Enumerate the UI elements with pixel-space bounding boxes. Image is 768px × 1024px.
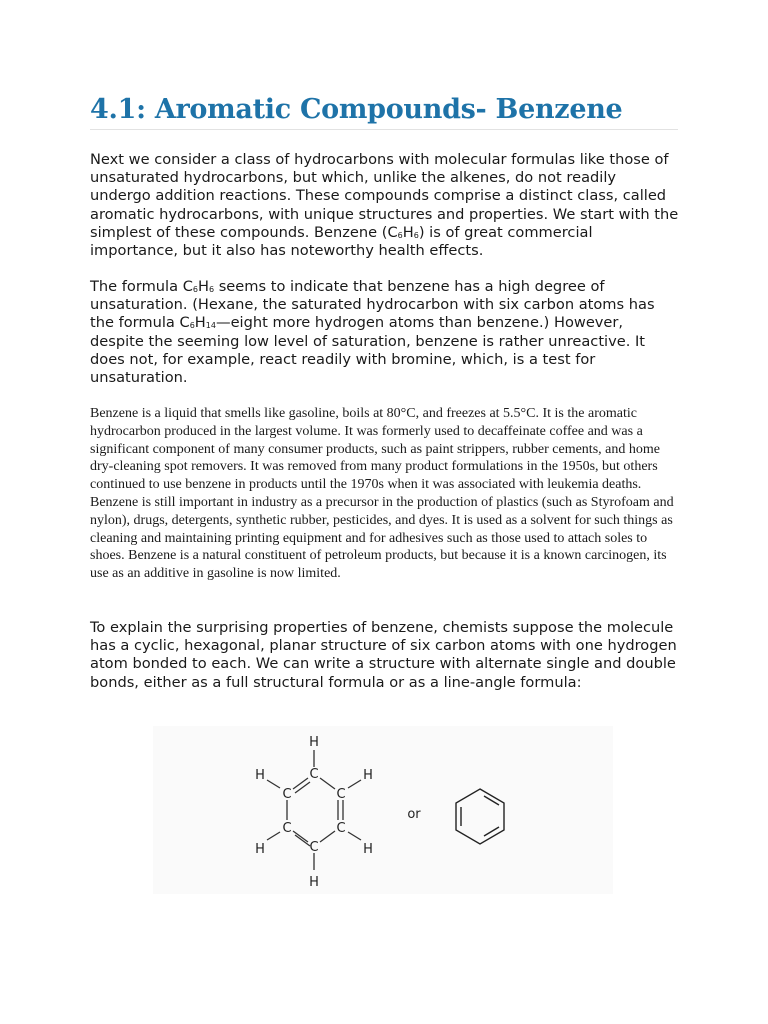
hydrogen-atom-label: H <box>255 768 265 783</box>
formula-text-3: seems to indicate that benzene has a high degree of unsaturation. (Hexane, the saturated hydrocarbon with six carbon atoms has the formula C <box>90 278 655 332</box>
subscript: 14 <box>205 321 216 331</box>
paragraph-intro <box>90 151 680 260</box>
hydrogen-atom-label: H <box>255 842 265 857</box>
carbon-atom-label: C <box>309 767 319 782</box>
subscript: 6 <box>189 321 195 331</box>
subscript: 6 <box>192 285 198 294</box>
paragraph-benzene-uses: Benzene is a liquid that smells like gasoline, boils at 80°C, and freezes at 5.5°C. It is the aromatic hydrocarbon produced in the largest volume. It was formerly used to decaffeinate coffee and was a significant component of many consumer products, such as paint strippers, rubber cements, and home dry-cleaning spot removers. It was removed from many product formulations in the 1950s, but others continued to use benzene in products until the 1970s when it was associated with leukemia deaths. Benzene is still important in industry as a precursor in the production of plastics (such as Styrofoam and nylon), drugs, detergents, synthetic rubber, pesticides, and dyes. It is used as a solvent for such things as cleaning and maintaining printing equipment and for adhesives such as those used to attach soles to shoes. Benzene is a natural constituent of petroleum products, but because it is a known carcinogen, its use as an additive in gasoline is now limited. <box>90 406 674 582</box>
hydrogen-atom-label: H <box>363 842 373 857</box>
formula-text-1: The formula C <box>90 278 193 295</box>
subscript: 6 <box>413 230 419 240</box>
formula-text-5: —eight more hydrogen atoms than benzene.) However, despite the seeming low level of saturation, benzene is rather unreactive. It does not, for example, react readily with bromine, which, is a test for unsaturation. <box>90 314 646 387</box>
carbon-atom-label: C <box>336 821 346 836</box>
carbon-atom-label: C <box>282 821 292 836</box>
intro-text-3: ) is of great commercial importance, but it also has noteworthy health effects. <box>90 223 593 260</box>
carbon-atom-label: C <box>282 787 292 802</box>
intro-text-1: Next we consider a class of hydrocarbons with molecular formulas like those of unsaturated hydrocarbons, but which, unlike the alkenes, do not readily undergo addition reactions. These compounds comprise a distinct class, called aromatic hydrocarbons, with unique structures and properties. We start with the simplest of these compounds. Benzene (C <box>90 151 679 241</box>
subscript: 6 <box>208 285 215 294</box>
hydrogen-atom-label: H <box>309 875 319 890</box>
benzene-diagram <box>153 726 613 894</box>
subscript: 6 <box>397 230 403 240</box>
line-angle-benzene <box>456 789 504 844</box>
or-label: or <box>407 807 421 822</box>
benzene-structure-figure <box>153 726 613 894</box>
formula-text-4: H <box>194 314 206 332</box>
hydrogen-atom-label: H <box>363 768 373 783</box>
formula-text-2: H <box>197 278 209 295</box>
carbon-atom-label: C <box>309 840 319 855</box>
page-title: 4.1: Aromatic Compounds- Benzene <box>90 94 678 130</box>
hydrogen-atom-label: H <box>309 735 319 750</box>
paragraph-structure: To explain the surprising properties of benzene, chemists suppose the molecule has a cyclic, hexagonal, planar structure of six carbon atoms with one hydrogen atom bonded to each. We can write a structure with alternate single and double bonds, either as a full structural formula or as a line-angle formula: <box>90 619 677 691</box>
paragraph-formula <box>90 278 680 387</box>
carbon-atom-label: C <box>336 787 346 802</box>
intro-text-2: H <box>402 223 414 241</box>
